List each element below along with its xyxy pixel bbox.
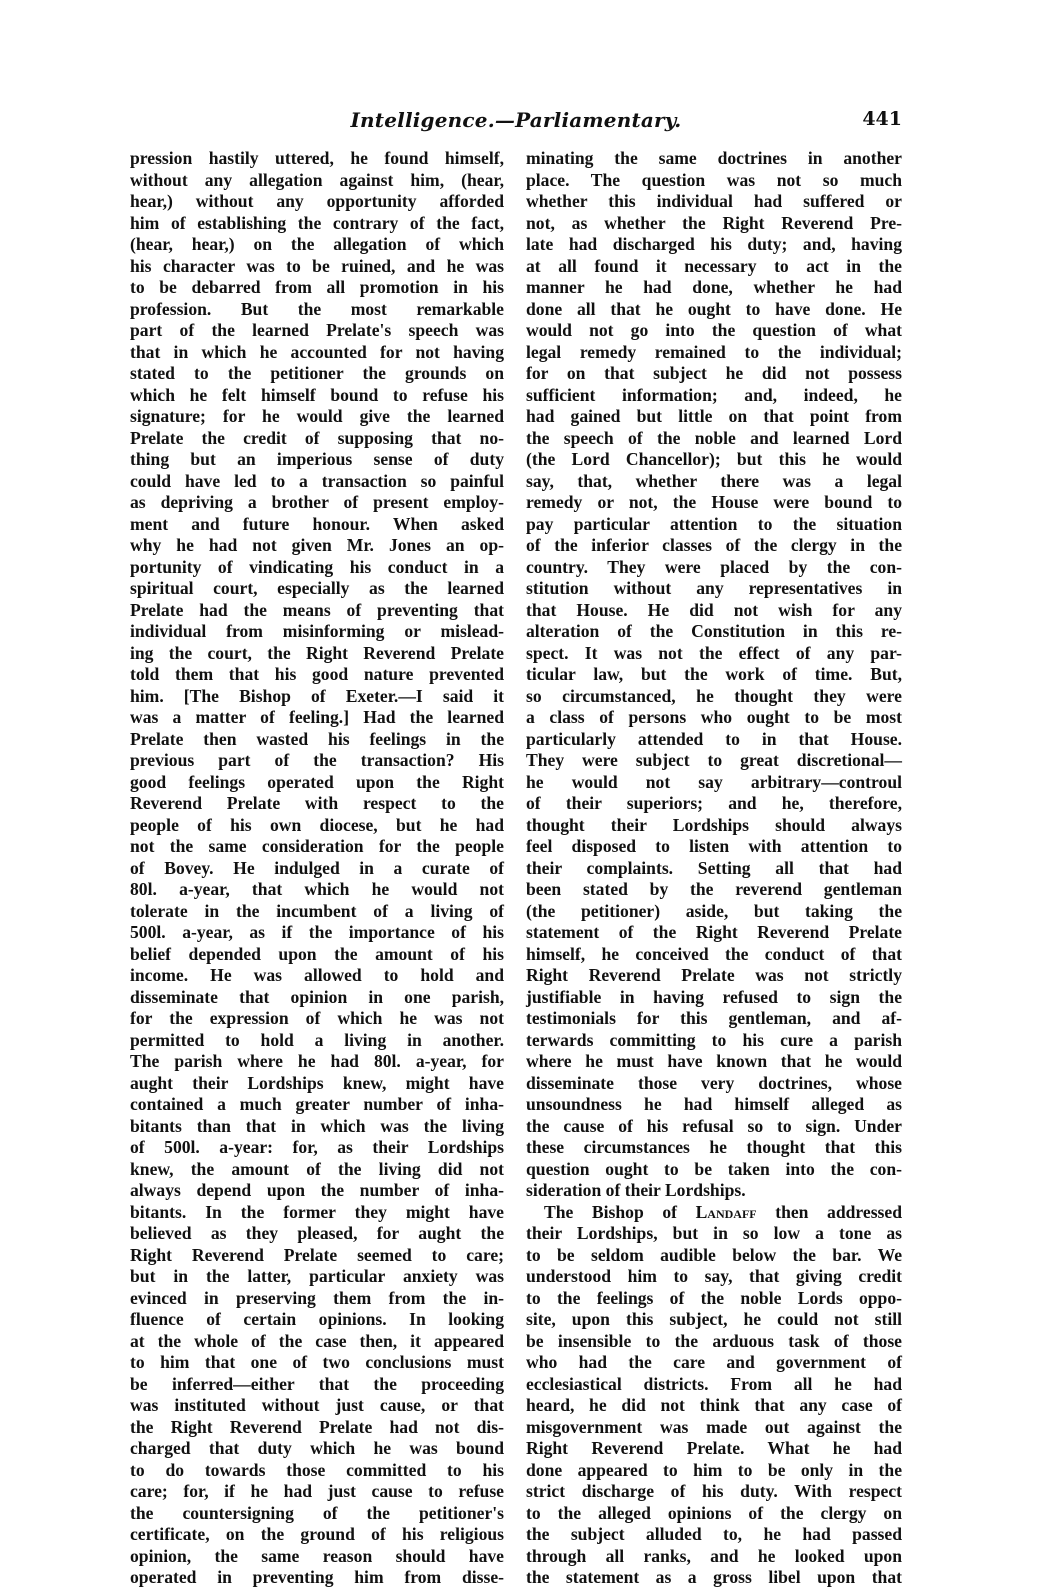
text-line: why he had not given Mr. Jones an op- xyxy=(130,535,504,555)
text-line: (the petitioner) aside, but taking the xyxy=(526,900,902,921)
text-line: They were subject to great discretional— xyxy=(526,750,902,770)
text-line: so circumstanced, he thought they were xyxy=(526,685,902,706)
text-line: be insensible to the arduous task of those xyxy=(526,1330,902,1351)
text-line: Prelate then wasted his feelings in the xyxy=(130,728,504,749)
text-line: believed as they pleased, for aught the xyxy=(130,1223,504,1243)
text-line: to the alleged opinions of the clergy on xyxy=(526,1502,902,1523)
text-line: aught their Lordships knew, might have xyxy=(130,1072,504,1093)
text-line: opinion, the same reason should have xyxy=(130,1545,504,1566)
text-line: (the Lord Chancellor); but this he would xyxy=(526,449,902,469)
text-line: terwards committing to his cure a parish xyxy=(526,1029,902,1050)
text-line: the subject alluded to, he had passed xyxy=(526,1524,902,1544)
text-line: the statement as a gross libel upon that xyxy=(526,1567,902,1587)
text-line: not, as whether the Right Reverend Pre- xyxy=(526,212,902,233)
text-line: disseminate that opinion in one parish, xyxy=(130,986,504,1007)
text-line: Right Reverend Prelate. What he had xyxy=(526,1438,902,1458)
text-line: knew, the amount of the living did not xyxy=(130,1158,504,1179)
text-line: would not go into the question of what xyxy=(526,320,902,340)
speaker-name: Landaff xyxy=(695,1201,757,1222)
text-line: could have led to a transaction so painful xyxy=(130,470,504,491)
text-line: pression hastily uttered, he found himself, xyxy=(130,148,504,168)
text-line: Right Reverend Prelate seemed to care; xyxy=(130,1244,504,1265)
text-line: justifiable in having refused to sign the xyxy=(526,986,902,1007)
text-line: pay particular attention to the situation xyxy=(526,513,902,534)
text-line: ing the court, the Right Reverend Prelate xyxy=(130,642,504,663)
text-line: unsoundness he had himself alleged as xyxy=(526,1094,902,1114)
text-line: ticular law, but the work of time. But, xyxy=(526,664,902,684)
text-line: to do towards those committed to his xyxy=(130,1459,504,1480)
text-line: their complaints. Setting all that had xyxy=(526,857,902,878)
text-line: himself, he conceived the conduct of that xyxy=(526,943,902,964)
text-line: Prelate had the means of preventing that xyxy=(130,599,504,620)
text-line: the speech of the noble and learned Lord xyxy=(526,427,902,448)
text-line: where he must have known that he would xyxy=(526,1051,902,1071)
text-line: done appeared to him to be only in the xyxy=(526,1459,902,1480)
text-line: misgovernment was made out against the xyxy=(526,1416,902,1437)
text-line: him of establishing the contrary of the fact, xyxy=(130,212,504,233)
text-line: question ought to be taken into the con- xyxy=(526,1158,902,1179)
text-line: care; for, if he had just cause to refuse xyxy=(130,1481,504,1501)
text-line: of the inferior classes of the clergy in the xyxy=(526,535,902,555)
text-line: charged that duty which he was bound xyxy=(130,1438,504,1458)
text-line: told them that his good nature prevented xyxy=(130,664,504,684)
text-line: sideration of their Lordships. xyxy=(526,1180,746,1200)
text-line: at all found it necessary to act in the xyxy=(526,255,902,276)
text-line: their Lordships, but in so low a tone as xyxy=(526,1223,902,1243)
running-title: Intelligence.—Parliamentary. xyxy=(350,108,682,132)
text-line: his character was to be ruined, and he was xyxy=(130,255,504,276)
text-line: hear,) without any opportunity afforded xyxy=(130,191,504,211)
text-line: always depend upon the number of inha- xyxy=(130,1180,504,1200)
text-line: statement of the Right Reverend Prelate xyxy=(526,922,902,942)
text-line: to be debarred from all promotion in his xyxy=(130,277,504,297)
text-line: strict discharge of his duty. With respect xyxy=(526,1481,902,1501)
text-line: tolerate in the incumbent of a living of xyxy=(130,900,504,921)
text-line: to the feelings of the noble Lords oppo- xyxy=(526,1287,902,1308)
text-line: understood him to say, that giving credit xyxy=(526,1266,902,1286)
text-line: thing but an imperious sense of duty xyxy=(130,449,504,469)
text-line: stitution without any representatives in xyxy=(526,578,902,598)
text-line: signature; for he would give the learned xyxy=(130,406,504,426)
left-column xyxy=(130,148,504,1589)
text-line: profession. But the most remarkable xyxy=(130,298,504,319)
text-line: that House. He did not wish for any xyxy=(526,599,902,620)
text-line: who had the care and government of xyxy=(526,1352,902,1372)
text-line: spiritual court, especially as the learned xyxy=(130,578,504,598)
text-line: good feelings operated upon the Right xyxy=(130,771,504,792)
text-line: of their superiors; and he, therefore, xyxy=(526,793,902,813)
text-line: the Right Reverend Prelate had not dis- xyxy=(130,1416,504,1437)
page-header xyxy=(130,108,902,138)
text-line: individual from misinforming or mislead- xyxy=(130,621,504,641)
text-line: thought their Lordships should always xyxy=(526,814,902,835)
text-line: remedy or not, the House were bound to xyxy=(526,492,902,512)
text-line: testimonials for this gentleman, and af- xyxy=(526,1008,902,1028)
text-line: ecclesiastical districts. From all he had xyxy=(526,1373,902,1394)
text-line: of 500l. a-year: for, as their Lordships xyxy=(130,1137,504,1157)
text-line: but in the latter, particular anxiety was xyxy=(130,1266,504,1286)
text-line: say, that, whether there was a legal xyxy=(526,470,902,491)
text-line: manner he had done, whether he had xyxy=(526,277,902,297)
text-line: country. They were placed by the con- xyxy=(526,556,902,577)
text-line: alteration of the Constitution in this re- xyxy=(526,621,902,641)
text-line: was a matter of feeling.] Had the learned xyxy=(130,707,504,727)
text-line: as depriving a brother of present employ- xyxy=(130,492,504,512)
text-line: him. [The Bishop of Exeter.—I said it xyxy=(130,685,504,706)
text-line: not the same consideration for the people xyxy=(130,836,504,856)
text-line: The parish where he had 80l. a-year, for xyxy=(130,1051,504,1071)
text-line: he would not say arbitrary—controul xyxy=(526,771,902,792)
text-line: that in which he accounted for not having xyxy=(130,341,504,362)
text-line: without any allegation against him, (hear, xyxy=(130,169,504,190)
text-line: 80l. a-year, that which he would not xyxy=(130,879,504,899)
text-line: these circumstances he thought that this xyxy=(526,1137,902,1157)
text-line: heard, he did not think that any case of xyxy=(526,1395,902,1415)
text-line: be inferred—either that the proceeding xyxy=(130,1373,504,1394)
right-column xyxy=(526,148,902,1589)
text-line: legal remedy remained to the individual; xyxy=(526,341,902,362)
text-line: through all ranks, and he looked upon xyxy=(526,1545,902,1566)
text-line: particularly attended to in that House. xyxy=(526,728,902,749)
text-line: people of his own diocese, but he had xyxy=(130,814,504,835)
text-line: part of the learned Prelate's speech was xyxy=(130,320,504,340)
text-line: a class of persons who ought to be most xyxy=(526,707,902,727)
text-line: bitants than that in which was the living xyxy=(130,1115,504,1136)
text-line: bitants. In the former they might have xyxy=(130,1201,504,1222)
text-line: evinced in preserving them from the in- xyxy=(130,1287,504,1308)
text-line: feel disposed to listen with attention to xyxy=(526,836,902,856)
text-line: ment and future honour. When asked xyxy=(130,513,504,534)
text-line: to be seldom audible below the bar. We xyxy=(526,1244,902,1265)
paragraph-lead-line: The Bishop of Landaff then addressed xyxy=(544,1201,902,1222)
text-line: of Bovey. He indulged in a curate of xyxy=(130,857,504,878)
text-line: fluence of certain opinions. In looking xyxy=(130,1309,504,1329)
text-line: the cause of his refusal so to sign. Under xyxy=(526,1115,902,1136)
text-line: for the expression of which he was not xyxy=(130,1008,504,1028)
text-line: contained a much greater number of inha- xyxy=(130,1094,504,1114)
text-line: spect. It was not the effect of any par- xyxy=(526,642,902,663)
text-line: site, upon this subject, he could not still xyxy=(526,1309,902,1329)
text-line: done all that he ought to have done. He xyxy=(526,298,902,319)
text-line: Reverend Prelate with respect to the xyxy=(130,793,504,813)
text-line: (hear, hear,) on the allegation of which xyxy=(130,234,504,254)
text-line: operated in preventing him from disse- xyxy=(130,1567,504,1587)
text-line: for on that subject he did not possess xyxy=(526,363,902,383)
text-line: at the whole of the case then, it appeared xyxy=(130,1330,504,1351)
text-line: Right Reverend Prelate was not strictly xyxy=(526,965,902,985)
text-line: the countersigning of the petitioner's xyxy=(130,1502,504,1523)
text-line: late had discharged his duty; and, having xyxy=(526,234,902,254)
text-line: had gained but little on that point from xyxy=(526,406,902,426)
text-line: place. The question was not so much xyxy=(526,169,902,190)
paragraph-bishop-landaff xyxy=(526,1202,902,1589)
text-line: which he felt himself bound to refuse his xyxy=(130,384,504,405)
text-line: belief depended upon the amount of his xyxy=(130,943,504,964)
page-number: 441 xyxy=(862,108,902,130)
text-line: to him that one of two conclusions must xyxy=(130,1352,504,1372)
text-line: income. He was allowed to hold and xyxy=(130,965,504,985)
text-line: whether this individual had suffered or xyxy=(526,191,902,211)
text-line: 500l. a-year, as if the importance of his xyxy=(130,922,504,942)
text-line: minating the same doctrines in another xyxy=(526,148,902,168)
text-line: sufficient information; and, indeed, he xyxy=(526,384,902,405)
text-line: portunity of vindicating his conduct in a xyxy=(130,556,504,577)
text-line: been stated by the reverend gentleman xyxy=(526,879,902,899)
text-line: previous part of the transaction? His xyxy=(130,750,504,770)
text-line: permitted to hold a living in another. xyxy=(130,1029,504,1050)
text-line: stated to the petitioner the grounds on xyxy=(130,363,504,383)
text-line: was instituted without just cause, or that xyxy=(130,1395,504,1415)
text-line: disseminate those very doctrines, whose xyxy=(526,1072,902,1093)
text-line: certificate, on the ground of his religious xyxy=(130,1524,504,1544)
text-line: Prelate the credit of supposing that no- xyxy=(130,427,504,448)
paragraph-commoner-speech xyxy=(526,148,902,1202)
